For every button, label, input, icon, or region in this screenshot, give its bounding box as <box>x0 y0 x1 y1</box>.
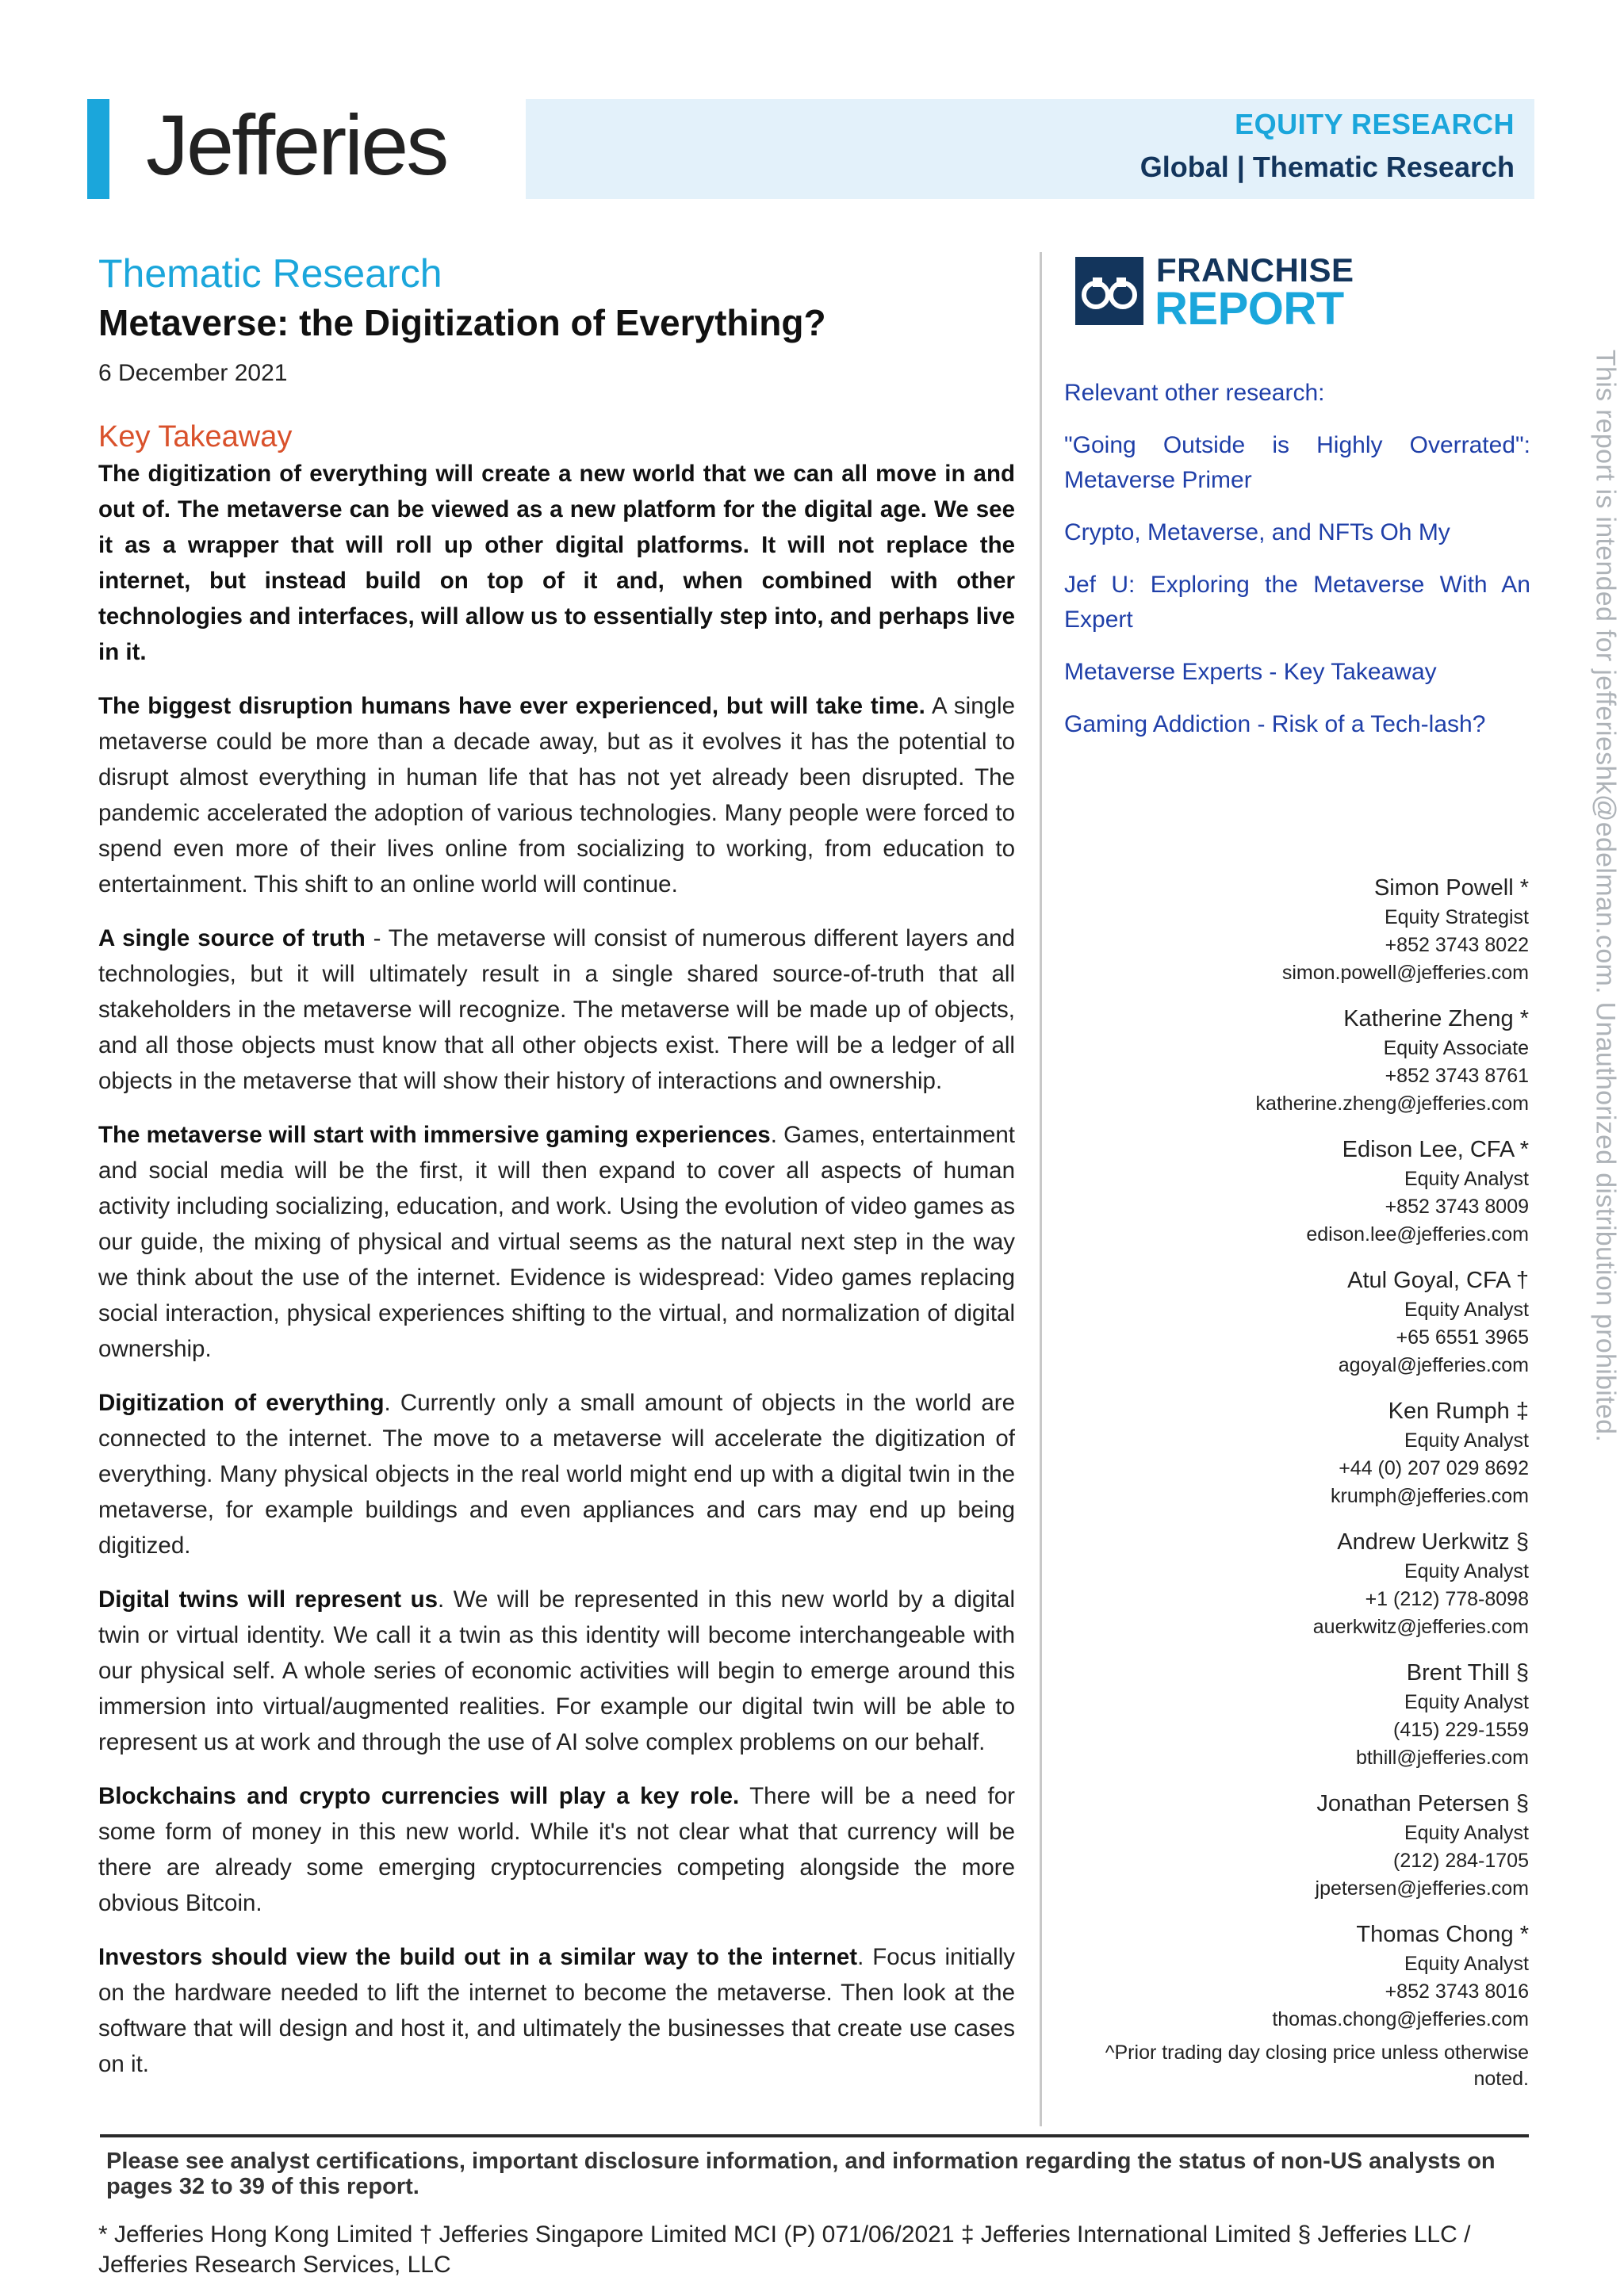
analyst-email-link[interactable]: edison.lee@jefferies.com <box>1306 1223 1529 1246</box>
body-paragraph <box>98 1582 1015 1760</box>
related-research-link[interactable]: Crypto, Metaverse, and NFTs Oh My <box>1064 519 1450 545</box>
analyst-phone: (415) 229-1559 <box>1393 1719 1529 1741</box>
analyst-card <box>1053 1395 1529 1510</box>
analyst-email-link[interactable]: bthill@jefferies.com <box>1355 1747 1529 1769</box>
analyst-email-link[interactable]: krumph@jefferies.com <box>1331 1485 1529 1507</box>
analyst-name: Andrew Uerkwitz § <box>1337 1529 1529 1555</box>
report-title: Metaverse: the Digitization of Everything? <box>98 302 826 343</box>
analyst-role: Equity Analyst <box>1404 1299 1529 1321</box>
analyst-name: Brent Thill § <box>1406 1660 1529 1686</box>
paragraph-text: There will be a need for some form of money in this new world. While it's not clear what that currency will be there are already some emerging cryptocurrencies competing alongside the more obvious Bitcoin. <box>98 1783 1015 1916</box>
analyst-email-link[interactable]: thomas.chong@jefferies.com <box>1272 2008 1529 2030</box>
analyst-card <box>1053 872 1529 987</box>
analyst-role: Equity Analyst <box>1404 1168 1529 1190</box>
related-research <box>1064 376 1530 760</box>
franchise-label: FRANCHISE <box>1156 251 1354 289</box>
paragraph-lead-bold: Digital twins will represent us <box>98 1586 439 1613</box>
paragraph-text: . Games, entertainment and social media will be the first, it will then expand to cover all aspects of human activity including socializing, education, and work. Using the evolution of video games as our guide, the mixing of physical and virtual seems as the natural next step in the way we think about the use of the internet. Evidence is widespread: Video games replacing social interaction, physical experiences shifting to the virtual, and normalization of digital ownership. <box>98 1122 1015 1362</box>
body-paragraph <box>98 1778 1015 1921</box>
analyst-role: Equity Analyst <box>1404 1560 1529 1582</box>
body-paragraph <box>98 920 1015 1099</box>
analyst-role: Equity Analyst <box>1404 1691 1529 1713</box>
analyst-phone: +852 3743 8016 <box>1385 1980 1529 2003</box>
analyst-phone: (212) 284-1705 <box>1393 1850 1529 1872</box>
related-research-heading: Relevant other research: <box>1064 380 1325 406</box>
analyst-role: Equity Analyst <box>1404 1429 1529 1452</box>
related-research-link[interactable]: Gaming Addiction - Risk of a Tech-lash? <box>1064 711 1486 737</box>
column-divider <box>1040 252 1042 2126</box>
logo-accent-bar <box>87 99 109 199</box>
report-label: REPORT <box>1155 283 1344 335</box>
analyst-phone: +852 3743 8009 <box>1385 1196 1529 1218</box>
distribution-watermark: This report is intended for jefferieshk@edelman.com. Unauthorized distribution prohibited. <box>1590 349 1621 1443</box>
paragraph-lead-bold: Investors should view the build out in a similar way to the internet <box>98 1944 858 1970</box>
analyst-phone: +852 3743 8761 <box>1385 1065 1529 1087</box>
paragraph-text: - The metaverse will consist of numerous different layers and technologies, but it will ultimately result in a single shared source-of-truth that all stakeholders in the metaverse will recognize. The metaverse will be made up of objects, and all those objects must know that all other objects exist. There will be a ledger of all objects in the metaverse that will show their history of interactions and ownership. <box>98 925 1015 1094</box>
analyst-card <box>1053 1788 1529 1903</box>
paragraph-lead-bold: Blockchains and crypto currencies will play a key role. <box>98 1783 740 1809</box>
analyst-name: Katherine Zheng * <box>1343 1006 1529 1031</box>
analyst-name: Jonathan Petersen § <box>1316 1791 1529 1816</box>
analyst-list <box>1053 872 1529 2092</box>
analyst-phone: +65 6551 3965 <box>1396 1326 1529 1349</box>
binoculars-icon <box>1075 257 1143 325</box>
analyst-name: Edison Lee, CFA * <box>1342 1137 1529 1162</box>
jefferies-logo: Jefferies <box>146 97 447 193</box>
analyst-phone: +44 (0) 207 029 8692 <box>1339 1457 1529 1479</box>
body-paragraph <box>98 1117 1015 1367</box>
paragraph-lead-bold: Digitization of everything <box>98 1390 385 1416</box>
paragraph-lead-bold: The metaverse will start with immersive gaming experiences <box>98 1122 771 1148</box>
analyst-name: Thomas Chong * <box>1356 1922 1529 1947</box>
analyst-card <box>1053 1134 1529 1249</box>
disclosure-notice: Please see analyst certifications, important disclosure information, and information regarding the status of non-US analysts on pages 32 to 39 of this report. <box>106 2149 1496 2199</box>
section-label: Thematic Research <box>98 251 442 296</box>
paragraph-lead-bold: A single source of truth <box>98 925 366 951</box>
paragraph-lead-bold: The biggest disruption humans have ever experienced, but will take time. <box>98 693 925 719</box>
analyst-phone: +1 (212) 778-8098 <box>1365 1588 1529 1610</box>
region-label: Global | Thematic Research <box>1139 151 1515 183</box>
analyst-email-link[interactable]: katherine.zheng@jefferies.com <box>1255 1093 1529 1115</box>
paragraph-text: . We will be represented in this new world by a digital twin or virtual identity. We call it a twin as this identity will become interchangeable with our physical self. A whole series of economic activities will begin to emerge around this immersion into virtual/augmented realities. For example our digital twin will be able to represent us at work and through the use of AI solve complex problems on our behalf. <box>98 1586 1016 1755</box>
analyst-name: Simon Powell * <box>1373 875 1529 901</box>
body-paragraph <box>98 688 1015 902</box>
analyst-phone: +852 3743 8022 <box>1385 934 1529 956</box>
body-paragraph <box>98 1939 1015 2082</box>
analyst-name: Ken Rumph ‡ <box>1388 1399 1529 1424</box>
related-research-link[interactable]: Jef U: Exploring the Metaverse With An Expert <box>1064 572 1530 633</box>
body-paragraph <box>98 1385 1015 1563</box>
analyst-role: Equity Analyst <box>1404 1953 1529 1975</box>
analyst-email-link[interactable]: jpetersen@jefferies.com <box>1315 1877 1529 1900</box>
analyst-card <box>1053 1003 1529 1118</box>
report-date: 6 December 2021 <box>98 360 288 386</box>
price-note: ^Prior trading day closing price unless otherwise noted. <box>1105 2042 1529 2090</box>
analyst-email-link[interactable]: simon.powell@jefferies.com <box>1281 962 1529 984</box>
related-research-link[interactable]: "Going Outside is Highly Overrated": Metaverse Primer <box>1064 432 1530 493</box>
analyst-role: Equity Strategist <box>1384 906 1529 928</box>
analyst-card <box>1053 1526 1529 1641</box>
lead-paragraph: The digitization of everything will create a new world that we can all move in and out of. The metaverse can be viewed as a new platform for the digital age. We see it as a wrapper that will roll up other digital platforms. It will not replace the internet, but instead build on top of it and, when combined with other technologies and interfaces, will allow us to essentially step into, and perhaps live in it. <box>98 461 1015 665</box>
entity-footnote: * Jefferies Hong Kong Limited † Jefferies Singapore Limited MCI (P) 071/06/2021 ‡ Jefferies International Limited § Jefferies LLC / Jefferies Research Services, LLC <box>98 2221 1471 2278</box>
analyst-card <box>1053 1919 1529 2034</box>
analyst-card <box>1053 1657 1529 1772</box>
equity-research-label: EQUITY RESEARCH <box>1235 108 1515 140</box>
analyst-email-link[interactable]: agoyal@jefferies.com <box>1338 1354 1529 1376</box>
analyst-role: Equity Analyst <box>1404 1822 1529 1844</box>
paragraph-text: . Currently only a small amount of objects in the world are connected to the internet. The move to a metaverse will accelerate the digitization of everything. Many physical objects in the real world might end up with a digital twin in the metaverse, for example buildings and even appliances and cars may end up being digitized. <box>98 1390 1015 1559</box>
analyst-name: Atul Goyal, CFA † <box>1347 1268 1529 1293</box>
key-takeaway-heading: Key Takeaway <box>98 420 293 453</box>
analyst-role: Equity Associate <box>1383 1037 1529 1059</box>
paragraph-text: . Focus initially on the hardware needed to lift the internet to become the metaverse. Then look at the software that will design and host it, and ultimately the businesses that create use cases on it. <box>98 1944 1015 2077</box>
paragraph-text: A single metaverse could be more than a decade away, but as it evolves it has the potential to disrupt almost everything in human life that has not yet already been disrupted. The pandemic accelerated the adoption of various technologies. Many people were forced to spend even more of their lives online from socializing to working, from education to entertainment. This shift to an online world will continue. <box>98 693 1015 897</box>
analyst-card <box>1053 1265 1529 1380</box>
analyst-email-link[interactable]: auerkwitz@jefferies.com <box>1312 1616 1529 1638</box>
main-column <box>98 248 1015 2082</box>
related-research-link[interactable]: Metaverse Experts - Key Takeaway <box>1064 659 1437 685</box>
footer-divider <box>100 2134 1529 2137</box>
